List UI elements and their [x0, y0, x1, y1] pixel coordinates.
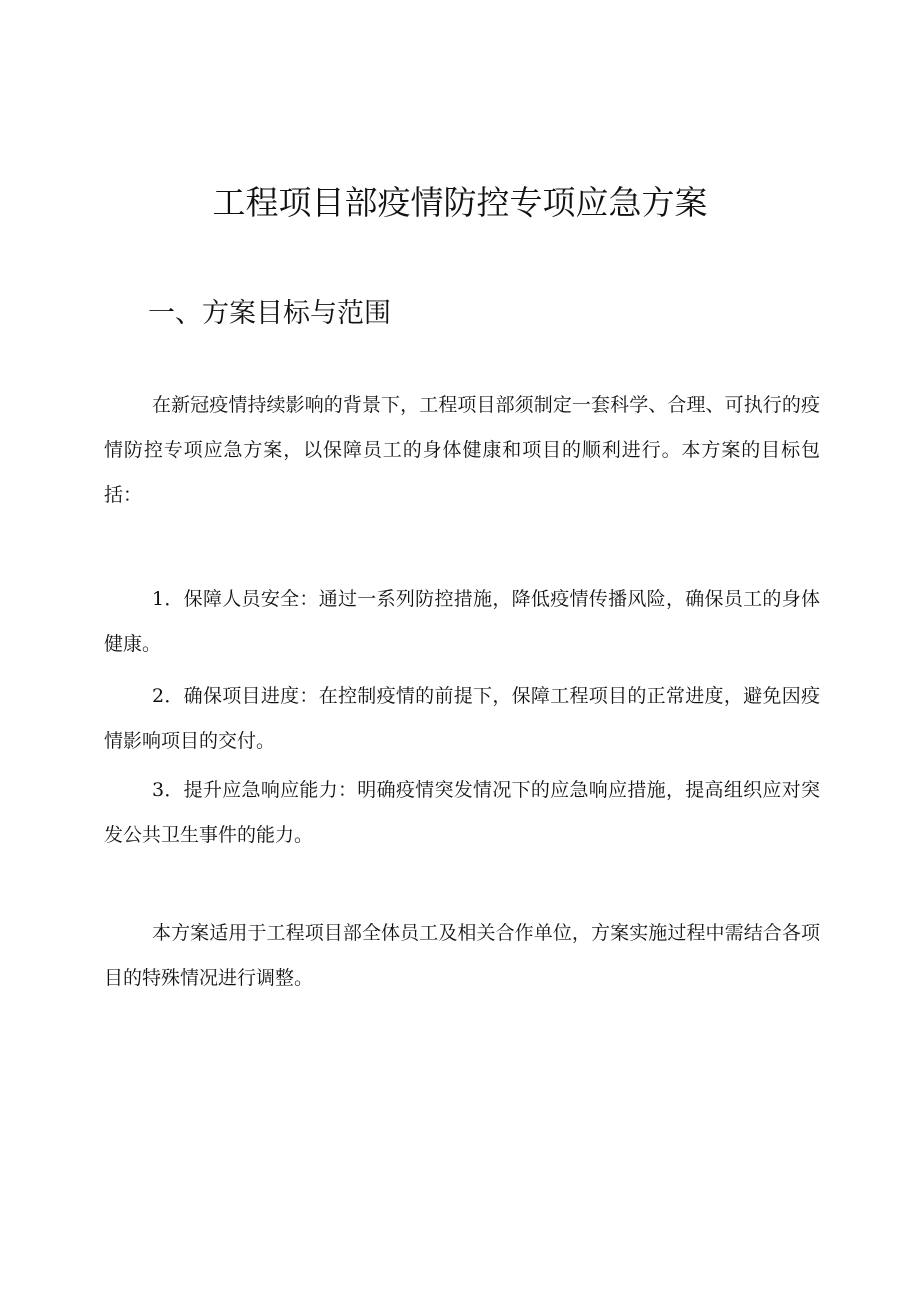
list-item: 1．保障人员安全：通过一系列防控措施，降低疫情传播风险，确保员工的身体健康。 — [104, 588, 820, 655]
section-heading: 一、方案目标与范围 — [148, 298, 391, 329]
scope-paragraph: 本方案适用于工程项目部全体员工及相关合作单位，方案实施过程中需结合各项目的特殊情况进行调整。 — [104, 922, 820, 989]
list-item: 3．提升应急响应能力：明确疫情突发情况下的应急响应措施，提高组织应对突发公共卫生事件的能力。 — [104, 779, 820, 846]
list-item: 2．确保项目进度：在控制疫情的前提下，保障工程项目的正常进度，避免因疫情影响项目的交付。 — [104, 685, 820, 752]
intro-paragraph: 在新冠疫情持续影响的背景下，工程项目部须制定一套科学、合理、可执行的疫情防控专项应急方案，以保障员工的身体健康和项目的顺利进行。本方案的目标包括： — [104, 394, 820, 506]
document-title: 工程项目部疫情防控专项应急方案 — [212, 183, 708, 222]
